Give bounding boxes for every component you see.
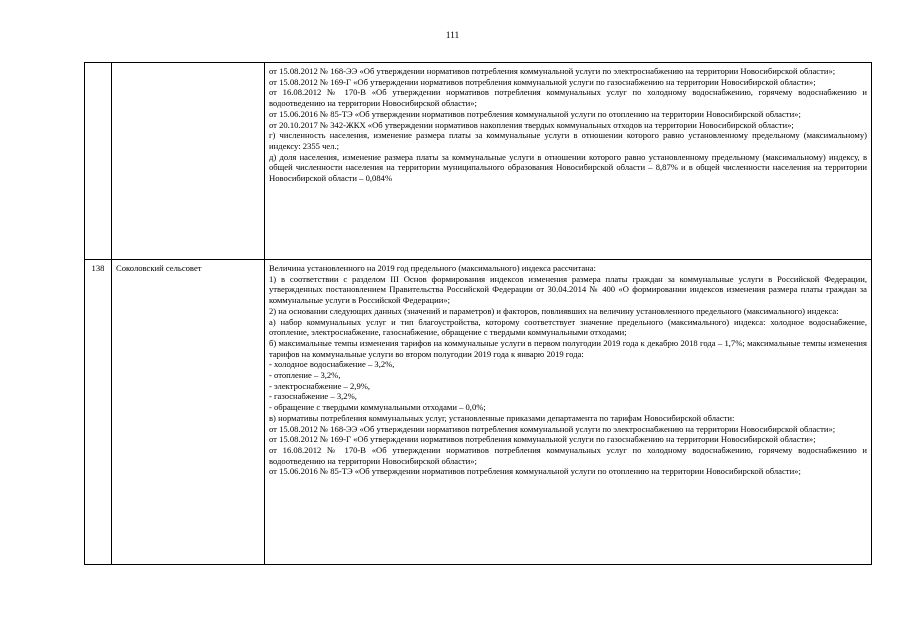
description-line: от 15.06.2016 № 85-ТЭ «Об утверждении нормативов потребления коммунальной услуги по отоплению на территории Новосибирской области»; xyxy=(269,108,801,119)
description-line: 2) на основании следующих данных (значений и параметров) и факторов, повлиявших на величину установленного предельного (максимального) индекса: xyxy=(269,305,839,316)
municipality-name-cell: Соколовский сельсовет xyxy=(112,260,265,565)
description-line: Величина установленного на 2019 год предельного (максимального) индекса рассчитана: xyxy=(269,263,596,273)
description-line: а) набор коммунальных услуг и тип благоустройства, которому соответствует значение предельного (максимального) индекса: холодное водоснабжение, отопление, электроснабжение, газоснабжение, обращение с твердыми коммунальными отходами; xyxy=(269,316,867,338)
description-line: - газоснабжение – 3,2%, xyxy=(269,391,357,402)
row-number-cell xyxy=(85,63,112,260)
row-number-cell: 138 xyxy=(85,260,112,565)
description-line: от 16.08.2012 № 170-В «Об утверждении нормативов потребления коммунальных услуг по холодному водоснабжению, горячему водоснабжению и водоотведению на территории Новосибирской области»; xyxy=(269,87,867,109)
description-line: - отопление – 3,2%, xyxy=(269,370,341,381)
description-line: от 20.10.2017 № 342-ЖКХ «Об утверждении нормативов накопления твердых коммунальных отходов на территории Новосибирской области»; xyxy=(269,119,794,130)
description-line: от 15.08.2012 № 169-Г «Об утверждении нормативов потребления коммунальной услуги по газоснабжению на территории Новосибирской области»; xyxy=(269,76,816,87)
description-line: от 15.08.2012 № 168-ЭЭ «Об утверждении нормативов потребления коммунальной услуги по электроснабжению на территории Новосибирской области»; xyxy=(269,423,836,434)
table-row xyxy=(85,260,872,565)
description-cell xyxy=(265,63,872,260)
description-line: б) максимальные темпы изменения тарифов на коммунальные услуги в первом полугодии 2019 года к декабрю 2018 года – 1,7%; максимальные темпы изменения тарифов на коммунальные услуги во втором полугодии 2019 года к январю 2019 года: xyxy=(269,337,867,359)
description-line: в) нормативы потребления коммунальных услуг, установленные приказами департамента по тарифам Новосибирской области: xyxy=(269,412,735,423)
municipal-index-table xyxy=(84,62,872,565)
description-line: от 16.08.2012 № 170-В «Об утверждении нормативов потребления коммунальных услуг по холодному водоснабжению, горячему водоснабжению и водоотведению на территории Новосибирской области»; xyxy=(269,444,867,466)
table-row xyxy=(85,63,872,260)
description-line: д) доля населения, изменение размера платы за коммунальные услуги в отношении которого равно установленному предельному (максимальному) индексу, в общей численности населения на территории муниципального образования Новосибирской области – 8,87% и в общей численности населения на территории Новосибирской области – 0,084% xyxy=(269,151,867,184)
description-line: - электроснабжение – 2,9%, xyxy=(269,380,371,391)
description-line: г) численность населения, изменение размера платы за коммунальные услуги в отношении которого равно установленному предельному (максимальному) индексу: 2355 чел.; xyxy=(269,130,867,151)
description-line: от 15.08.2012 № 168-ЭЭ «Об утверждении нормативов потребления коммунальной услуги по электроснабжению на территории Новосибирской области»; xyxy=(269,66,836,76)
description-line: от 15.06.2016 № 85-ТЭ «Об утверждении нормативов потребления коммунальной услуги по отоплению на территории Новосибирской области»; xyxy=(269,466,801,477)
description-line: 1) в соответствии с разделом III Основ формирования индексов изменения размера платы граждан за коммунальные услуги в Российской Федерации, утвержденных постановлением Правительства Российской Федерации от 30.04.2014 № 400 «О формировании индексов изменения размера платы граждан за коммунальные услуги в Российской Федерации»; xyxy=(269,273,867,306)
description-line: - холодное водоснабжение – 3,2%, xyxy=(269,359,395,370)
page-number: 111 xyxy=(445,31,460,41)
description-line: от 15.08.2012 № 169-Г «Об утверждении нормативов потребления коммунальной услуги по газоснабжению на территории Новосибирской области»; xyxy=(269,434,816,445)
description-line: - обращение с твердыми коммунальными отходами – 0,0%; xyxy=(269,402,486,413)
description-cell xyxy=(265,260,872,565)
municipality-name-cell xyxy=(112,63,265,260)
